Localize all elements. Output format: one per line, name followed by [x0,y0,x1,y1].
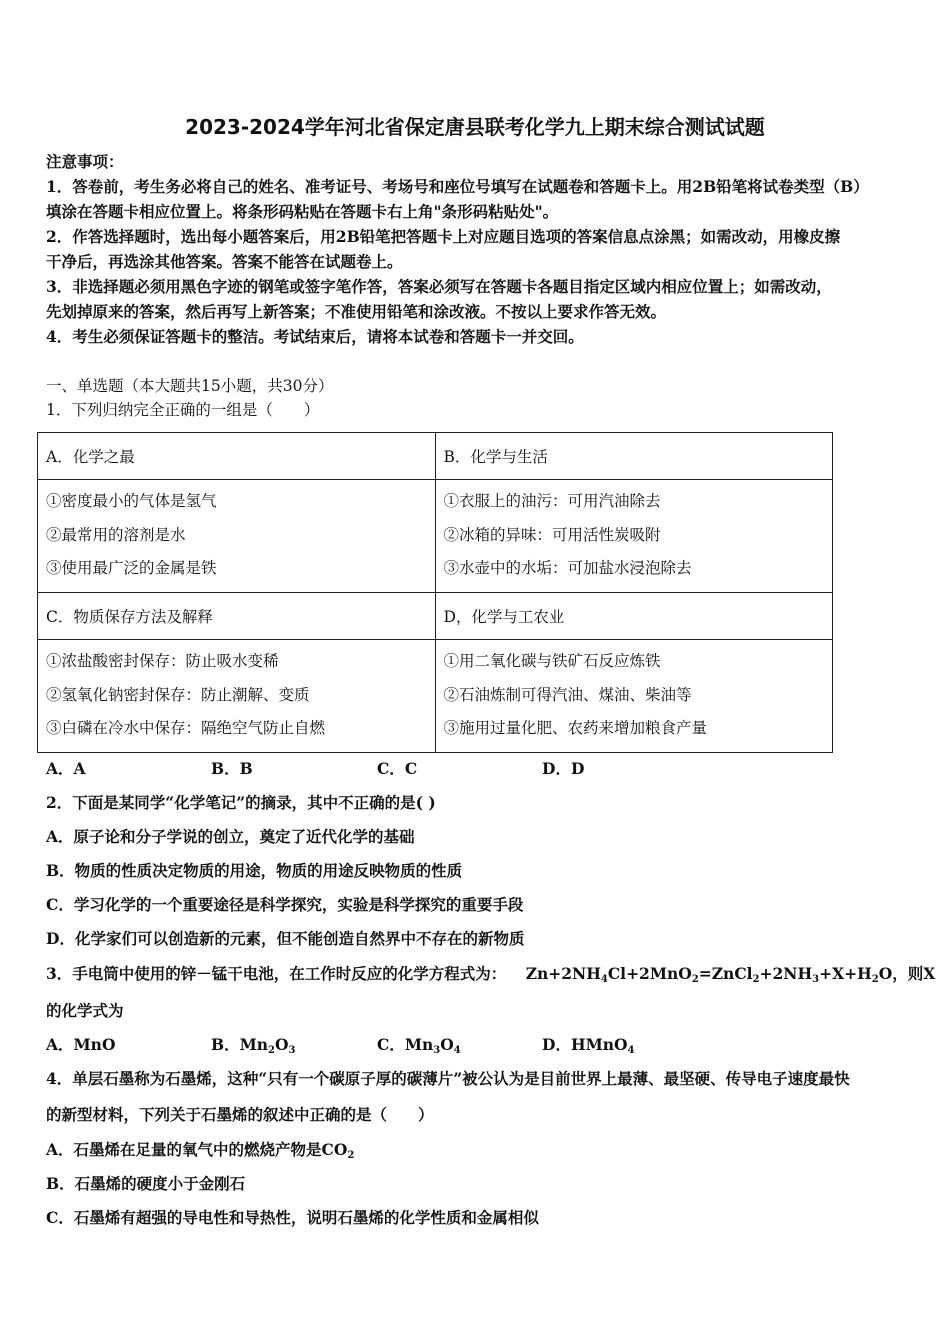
exam-title: 2023-2024学年河北省保定唐县联考化学九上期末综合测试试题 [185,115,765,139]
q1-b-item-3: ③水壶中的水垢：可加盐水浸泡除去 [443,559,692,577]
q3-option-b[interactable]: B．$Mn_2O_3$ [211,1035,296,1056]
q1-c-item-1: ①浓盐酸密封保存：防止吸水变稀 [46,652,279,670]
q1-d-item-3: ③施用过量化肥、农药来增加粮食产量 [443,719,708,737]
q1-cell-d-body [435,640,833,753]
q1-cell-c-head: C．物质保存方法及解释 [38,593,436,640]
q3-option-d[interactable]: D．HMnO$_4$ [542,1035,635,1056]
notice-line-1: 1．答卷前，考生务必将自己的姓名、准考证号、考场号和座位号填写在试题卷和答题卡上。用2B铅笔将试卷类型（B） [46,177,869,196]
q3-stem-line [46,964,935,984]
q4-option-b[interactable]: B．石墨烯的硬度小于金刚石 [46,1174,246,1193]
q3-stem-cont: 的化学式为 [46,1001,124,1020]
q1-a-item-1: ①密度最小的气体是氢气 [46,492,217,510]
q1-a-item-2: ②最常用的溶剂是水 [46,525,186,544]
q1-stem: 1．下列归纳完全正确的一组是（ ） [46,401,320,419]
q2-option-a[interactable]: A．原子论和分子学说的创立，奠定了近代化学的基础 [46,827,415,846]
q1-table [37,432,833,753]
notice-line-3: 2．作答选择题时，选出每小题答案后，用2B铅笔把答题卡上对应题目选项的答案信息点涂黑；如需改动，用橡皮擦 [46,227,841,246]
q2-stem: 2．下面是某同学“化学笔记”的摘录，其中不正确的是( ) [46,793,436,812]
q4-option-c[interactable]: C．石墨烯有超强的导电性和导热性，说明石墨烯的化学性质和金属相似 [46,1208,539,1227]
notice-line-6: 先划掉原来的答案，然后再写上新答案；不准使用铅笔和涂改液。不按以上要求作答无效。 [46,302,667,321]
q3-stem-suffix: ，则X [892,964,936,983]
q1-d-item-2: ②石油炼制可得汽油、煤油、柴油等 [443,685,692,704]
q1-cell-c-body [38,640,436,753]
q1-d-item-1: ①用二氧化碳与铁矿石反应炼铁 [443,652,661,670]
q1-option-b[interactable]: B．B [211,759,253,778]
q2-option-b[interactable]: B．物质的性质决定物质的用途，物质的用途反映物质的性质 [46,861,463,880]
q1-a-item-3: ③使用最广泛的金属是铁 [46,559,217,577]
q3-option-c[interactable]: C．$Mn_3O_4$ [377,1035,461,1056]
q4-stem-line-1: 4．单层石墨称为石墨烯，这种“只有一个碳原子厚的碳薄片”被公认为是目前世界上最薄、最坚硬、传导电子速度最快 [46,1069,850,1088]
q4-stem-line-2: 的新型材料，下列关于石墨烯的叙述中正确的是（ ） [46,1105,434,1124]
q1-option-d[interactable]: D．D [542,759,585,778]
q1-c-item-2: ②氢氧化钠密封保存：防止潮解、变质 [46,685,310,704]
q1-c-item-3: ③白磷在冷水中保存：隔绝空气防止自燃 [46,719,326,737]
q1-cell-d-head: D，化学与工农业 [435,593,833,640]
notice-heading: 注意事项： [46,152,124,171]
q1-cell-b-body [435,480,833,593]
q3-stem-text: 3．手电筒中使用的锌－锰干电池，在工作时反应的化学方程式为： [46,964,507,983]
notice-line-5: 3．非选择题必须用黑色字迹的钢笔或签字笔作答，答案必须写在答题卡各题目指定区域内相应位置上；如需改动， [46,277,832,296]
q1-b-item-1: ①衣服上的油污：可用汽油除去 [443,492,661,510]
q1-b-item-2: ②冰箱的异味：可用活性炭吸附 [443,525,661,544]
q1-option-c[interactable]: C．C [377,759,418,778]
q1-option-a[interactable]: A．A [46,759,86,778]
q3-equation: $Zn+2NH_4Cl+2MnO_2=ZnCl_2+2NH_3+X+H_2O$ [525,964,893,985]
notice-line-2: 填涂在答题卡相应位置上。将条形码粘贴在答题卡右上角"条形码粘贴处"。 [46,202,559,221]
q4-option-a[interactable]: A．石墨烯在足量的氧气中的燃烧产物是$CO_2$ [46,1140,355,1161]
notice-line-4: 干净后，再选涂其他答案。答案不能答在试题卷上。 [46,252,403,271]
section-heading: 一、单选题（本大题共15小题，共30分） [46,377,334,395]
q2-option-c[interactable]: C．学习化学的一个重要途径是科学探究，实验是科学探究的重要手段 [46,895,524,914]
q1-cell-a-head: A．化学之最 [38,433,436,480]
q1-cell-a-body [38,480,436,593]
q2-option-d[interactable]: D．化学家们可以创造新的元素，但不能创造自然界中不存在的新物质 [46,929,525,948]
q3-option-a[interactable]: A．MnO [46,1035,116,1054]
q1-cell-b-head: B．化学与生活 [435,433,833,480]
notice-line-7: 4．考生必须保证答题卡的整洁。考试结束后，请将本试卷和答题卡一并交回。 [46,327,584,346]
